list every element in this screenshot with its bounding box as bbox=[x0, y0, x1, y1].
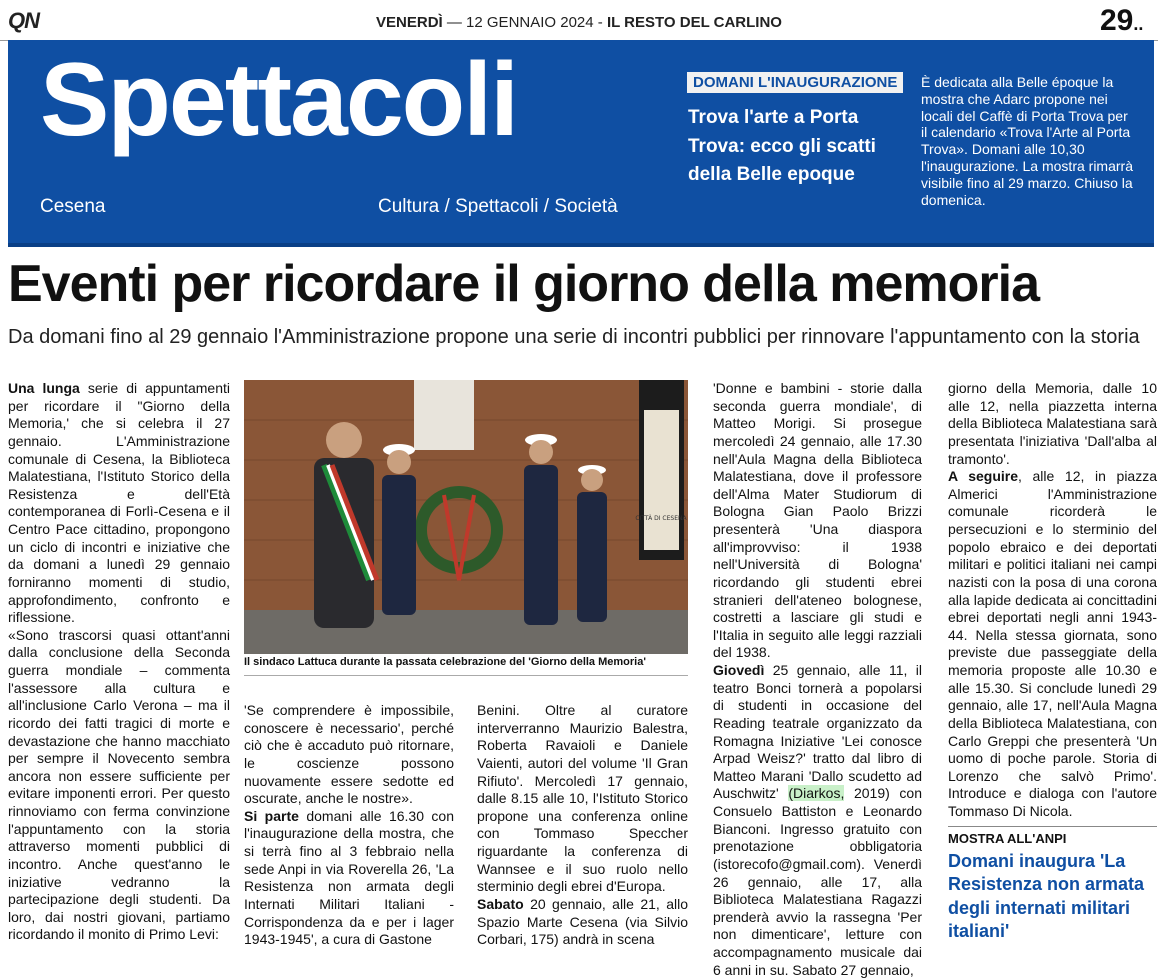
teaser-kicker: DOMANI L'INAUGURAZIONE bbox=[687, 72, 903, 93]
caption-rule bbox=[244, 675, 688, 676]
colB-text-2: 20 gennaio, alle 21, allo Spazio Marte Cesena (via Silvio Corbari, 175) andrà in scena bbox=[477, 895, 688, 948]
sidebox-rule bbox=[948, 826, 1157, 827]
colB-lead: Sabato bbox=[477, 895, 524, 912]
page-number bbox=[1100, 4, 1143, 38]
sidebox-kicker: MOSTRA ALL'ANPI bbox=[948, 831, 1067, 846]
col4-text-2b: 2019) con Consuelo Battiston e Leonardo Bianconi. Ingresso gratuito con prenotazione obbligatoria (istorecofo@gmail.com). Venerdì 26 gennaio, alle 17, alla Biblioteca Malatestiana Ragazzi prenderà avvio la rassegna 'Per non dimenticare', letture con accompagnamento musicale dai 6 anni in su. Sabato 27 gennaio, bbox=[713, 785, 922, 978]
col1-text-1: serie di appuntamenti per ricordare il "Giorno della Memoria,' che si celebra il 27 gennaio. L'Amministrazione comunale di Cesena, la Biblioteca Malatestiana, l'Istituto Storico della Resistenza e dell'Età contemporanea di Forlì-Cesena e il Centro Pace cittadino, propongono un ciclo di incontri e iniziative che da domani a lunedì 29 gennaio forniranno momenti di studio, approfondimento, confronto e riflessione. bbox=[8, 380, 230, 626]
col1-paragraph-2: «Sono trascorsi quasi ottant'anni dalla conclusione della Seconda guerra mondiale – commenta l'assessore alla cultura e all'inclusione Carlo Verona – ma il ricordo dei fatti tragici di morte e devastazione che hanno macchiato per sempre il Novecento sembra ancora non essere sufficiente per evitare imponenti errori. Per questo rinnoviamo con ferma convinzione l'appuntamento con la storia attraverso momenti pubblici di incontro. Anche quest'anno le iniziative vedranno la partecipazione degli studenti. Da loro, dai nostri giovani, partiamo ricordando il monito di Primo Levi: bbox=[8, 626, 230, 943]
section-title: Spettacoli bbox=[40, 42, 517, 158]
teaser-title: Trova l'arte a Porta Trova: ecco gli scatti della Belle epoque bbox=[688, 107, 876, 185]
article-column-3 bbox=[477, 702, 688, 949]
colA-text-2: domani alle 16.30 con l'inaugurazione della mostra, che si terrà fino al 3 febbraio nella sede Anpi in via Roverella 26, 'La Resistenza non armata degli Internati Militari Italiani - Corrispondenza da e per i lager 1943-1945', a cura di Gastone bbox=[244, 807, 454, 948]
col4-text-2a: 25 gennaio, alle 11, il teatro Bonci tornerà a popolarsi di studenti in occasione del Reading teatrale organizzato da Romagna Iniziative 'Lei conosce Arpad Weisz?' tratto dal libro di Matteo Marani 'Dallo scudetto ad Auschwitz' bbox=[713, 662, 922, 802]
qn-logo: QN bbox=[8, 8, 39, 33]
city-banner bbox=[644, 410, 679, 550]
article-column-4 bbox=[713, 380, 922, 979]
col1-paragraph-1 bbox=[8, 380, 230, 627]
col5-lead: A seguire bbox=[948, 468, 1019, 485]
colA-paragraph-1: 'Se comprendere è impossibile, conoscere è necessario', perché ciò che è accaduto può ritornare, le coscienze possono nuovamente essere sedotte ed oscurate, anche le nostre». bbox=[244, 702, 454, 807]
dateline bbox=[0, 14, 1158, 31]
colB-paragraph-2 bbox=[477, 896, 688, 949]
page-number-value: 29 bbox=[1100, 4, 1134, 37]
dateline-day: VENERDÌ bbox=[376, 14, 443, 31]
page-dots: .. bbox=[1133, 14, 1144, 34]
article-column-5 bbox=[948, 380, 1157, 821]
banner-bottom-rule bbox=[8, 243, 1154, 247]
article-photo bbox=[244, 380, 688, 654]
photo-illustration bbox=[244, 380, 688, 654]
section-categories: Cultura / Spettacoli / Società bbox=[378, 196, 618, 217]
colA-lead: Si parte bbox=[244, 807, 299, 824]
col4-highlight: (Diarkos, bbox=[788, 785, 845, 802]
memorial-plaque bbox=[414, 380, 474, 450]
colB-paragraph-1: Benini. Oltre al curatore interverranno Maurizio Balestra, Roberta Ravaioli e Daniele Vaienti, autori del volume 'Il Gran Rifiuto'. Mercoledì 17 gennaio, dalle 8.15 alle 10, l'Istituto Storico propone una conferenza online con Tommaso Speccher riguardante la conferenza di Wannsee e il suo ruolo nello sterminio degli ebrei d'Europa. bbox=[477, 702, 688, 895]
dateline-date: — 12 GENNAIO 2024 - bbox=[446, 14, 603, 31]
col5-paragraph-1: giorno della Memoria, dalle 10 alle 12, nella piazzetta interna della Biblioteca Malatestiana sarà presentata l'iniziativa 'Dall'alba al tramonto'. bbox=[948, 380, 1157, 467]
article-column-2 bbox=[244, 702, 454, 949]
article-column-1 bbox=[8, 380, 230, 944]
col5-paragraph-2 bbox=[948, 468, 1157, 821]
dateline-paper: IL RESTO DEL CARLINO bbox=[606, 14, 782, 31]
section-city: Cesena bbox=[40, 196, 106, 217]
col5-text-2: , alle 12, in piazza Almerici l'Amministrazione comunale ricorderà le persecuzioni e lo sterminio del popolo ebraico e dei deportati militari e politici italiani nei campi nazisti con la posa di una corona alla lapide dedicata ai concittadini ebrei deportati negli anni 1943-44. Nella stessa giornata, sono previste due passeggiate della memoria proposte alle 10.30 e alle 15.30. Si conclude lunedì 29 gennaio, alle 17, nell'Aula Magna della Biblioteca Malatestiana, con Carlo Greppi che presenterà 'Un uomo di poche parole. Storia di Lorenzo che salvò Primo'. Introduce e dialoga con l'autore Tommaso Di Nicola. bbox=[948, 468, 1157, 819]
col4-paragraph-1: 'Donne e bambini - storie dalla seconda guerra mondiale', di Matteo Morigi. Si prosegue mercoledì 24 gennaio, alle 17.30 nell'Aula Magna della Biblioteca Malatestiana, dove il professore dell'Alma Mater Studiorum di Bologna Gian Paolo Brizzi presenterà 'Una diaspora all'improvviso: il 1938 nell'Università di Bologna' ricordando gli studenti ebrei stranieri dell'ateneo bolognese, costretti a lasciare gli studi e l'Italia in seguito alle leggi razziali del 1938. bbox=[713, 380, 922, 661]
col4-paragraph-2 bbox=[713, 662, 922, 979]
col1-lead: Una lunga bbox=[8, 380, 80, 396]
colA-paragraph-2 bbox=[244, 808, 454, 949]
article-headline: Eventi per ricordare il giorno della memoria bbox=[8, 255, 1039, 313]
photo-caption: Il sindaco Lattuca durante la passata celebrazione del 'Giorno della Memoria' bbox=[244, 656, 646, 668]
sidebox-title: Domani inaugura 'La Resistenza non armata degli internati militari italiani' bbox=[948, 851, 1145, 942]
col4-lead: Giovedì bbox=[713, 662, 765, 678]
teaser-text: È dedicata alla Belle époque la mostra che Adarc propone nei locali del Caffè di Porta Trova per il calendario «Trova l'Arte al Porta Trova». Domani alle 10,30 l'inaugurazione. La mostra rimarrà visibile fino al 29 marzo. Chiuso la domenica. bbox=[921, 74, 1133, 208]
article-subhead: Da domani fino al 29 gennaio l'Amministrazione propone una serie di incontri pubblici per rinnovare l'appuntamento con la storia bbox=[8, 326, 1140, 348]
city-banner-label: CITTÀ DI CESENA bbox=[635, 515, 687, 522]
